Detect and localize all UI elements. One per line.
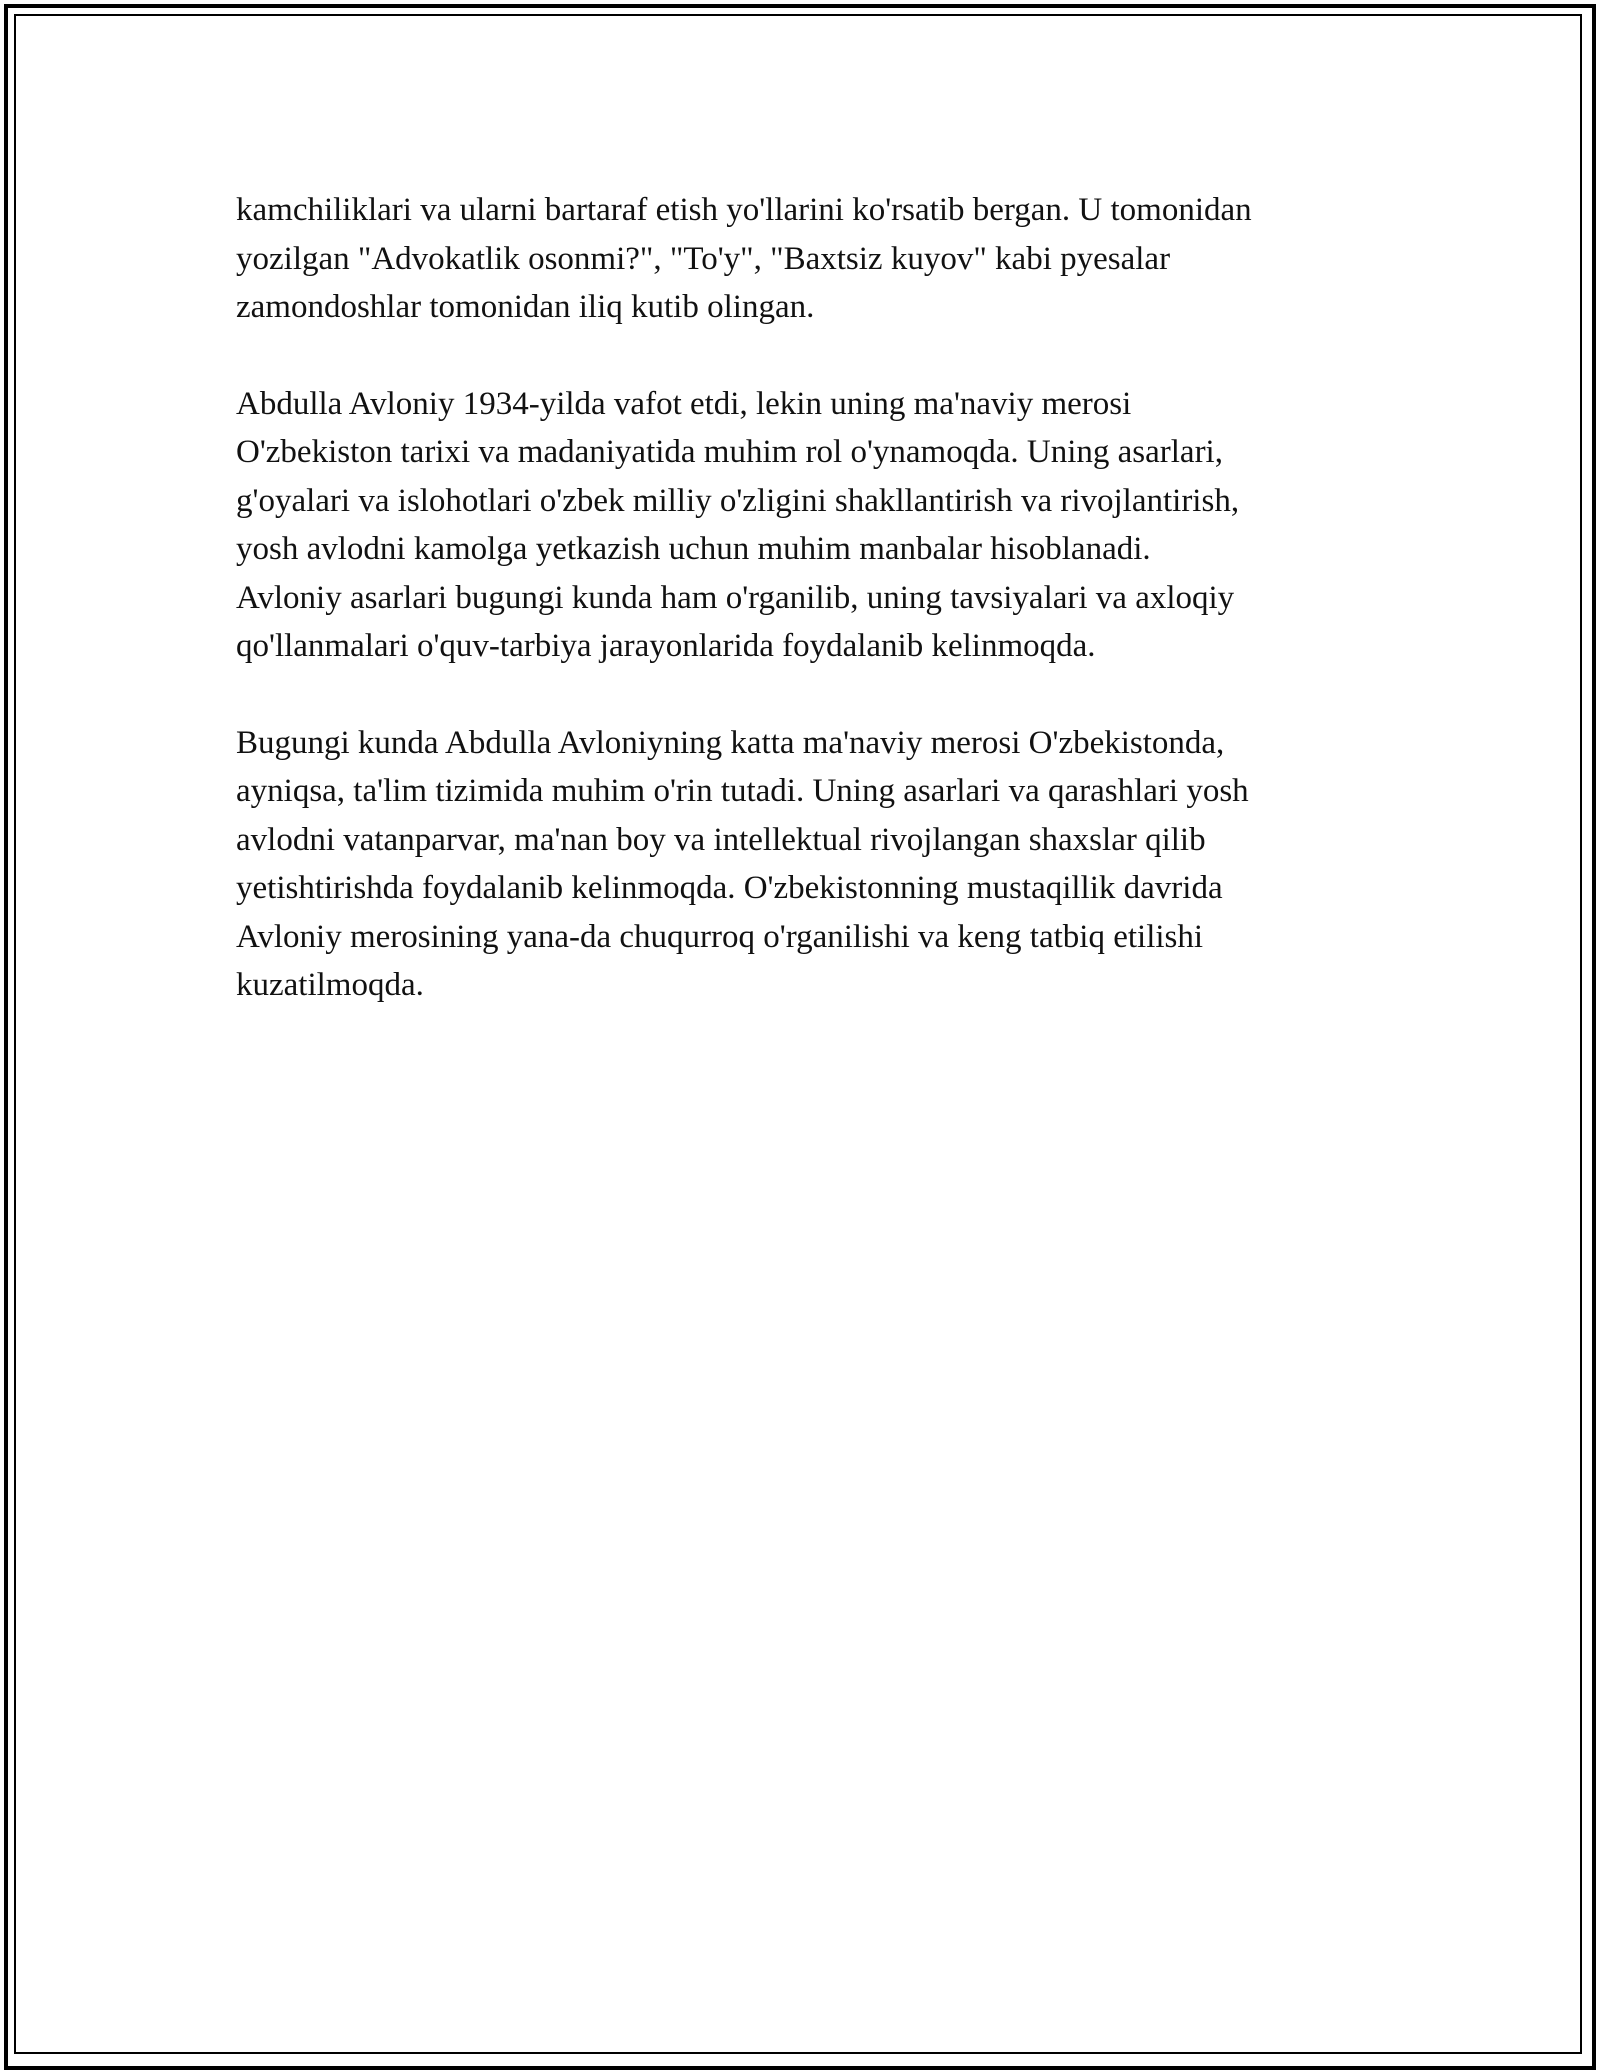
paragraph-2: Abdulla Avloniy 1934-yilda vafot etdi, lekin uning ma'naviy merosi O'zbekiston tarixi va madaniyatida muhim rol o'ynamoqda. Uning asarlari, g'oyalari va islohotlari o'zbek milliy o'zligini shakllantirish va rivojlantirish, yosh avlodni kamolga yetkazish uchun muhim manbalar hisoblanadi. Avloniy asarlari bugungi kunda ham o'rganilib, uning tavsiyalari va axloqiy qo'llanmalari o'quv-tarbiya jarayonlarida foydalanib kelinmoqda. [236,385,1240,664]
document-body [236,186,1376,1058]
paragraph-1: kamchiliklari va ularni bartaraf etish yo'llarini ko'rsatib bergan. U tomonidan yozilgan "Advokatlik osonmi?", "To'y", "Baxtsiz kuyov" kabi pyesalar zamondoshlar tomonidan iliq kutib olingan. [236,192,1252,325]
paragraph-3: Bugungi kunda Abdulla Avloniyning katta ma'naviy merosi O'zbekistonda, ayniqsa, ta'lim tizimida muhim o'rin tutadi. Uning asarlari va qarashlari yosh avlodni vatanparvar, ma'nan boy va intellektual rivojlangan shaxslar qilib yetishtirishda foydalanib kelinmoqda. O'zbekistonning mustaqillik davrida Avloniy merosining yana-da chuqurroq o'rganilishi va keng tatbiq etilishi kuzatilmoqda. [236,724,1249,1003]
